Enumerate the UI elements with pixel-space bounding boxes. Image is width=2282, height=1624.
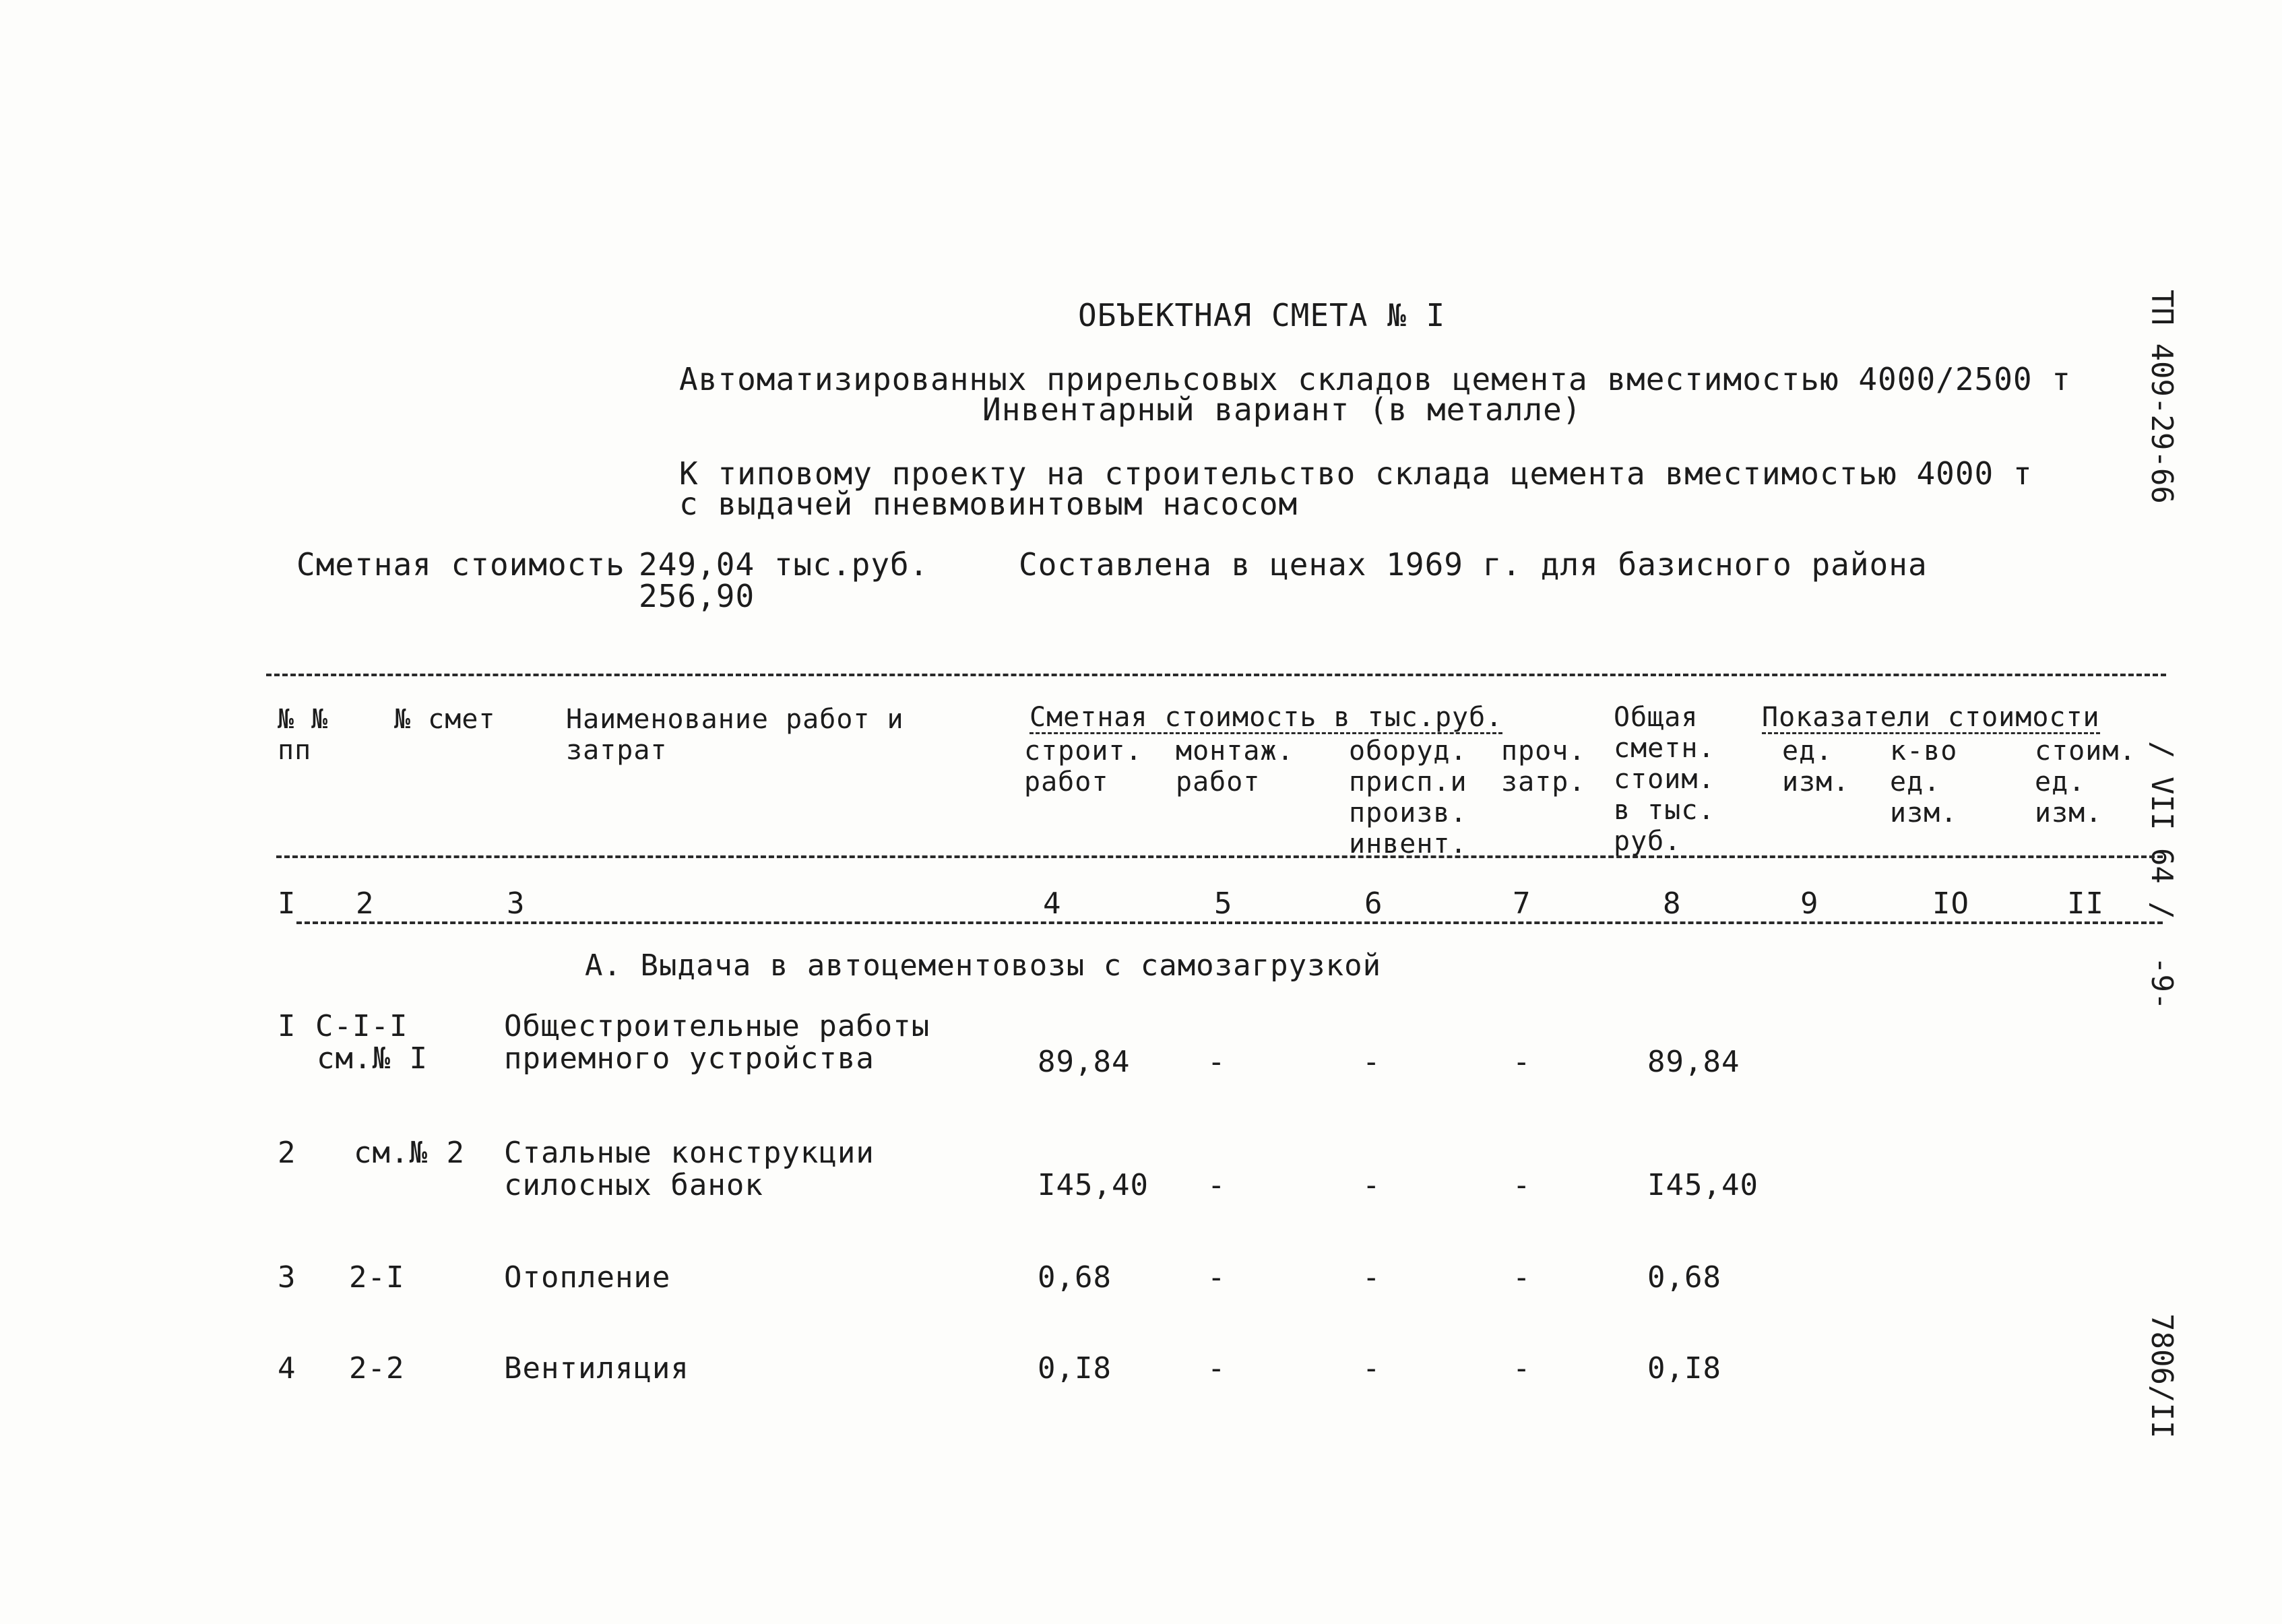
row-cost-installation: - xyxy=(1207,1351,1226,1386)
row-cost-construction: 0,I8 xyxy=(1038,1351,1112,1386)
colnum-8: 8 xyxy=(1663,886,1682,921)
colnum-9: 9 xyxy=(1800,886,1819,921)
row-code: 2-2 xyxy=(349,1351,405,1386)
header-col-4: строит. работ xyxy=(1024,736,1143,798)
table-header-bottom-rule xyxy=(276,855,2163,858)
row-name-1: Вентиляция xyxy=(504,1351,689,1386)
row-cost-other: - xyxy=(1513,1168,1531,1202)
project-line-2: с выдачей пневмовинтовым насосом xyxy=(679,486,1298,522)
row-num: 2 xyxy=(278,1136,296,1170)
row-cost-other: - xyxy=(1513,1260,1531,1295)
colnum-1: I xyxy=(278,886,296,921)
row-cost-construction: 0,68 xyxy=(1038,1260,1112,1295)
row-cost-total: 0,68 xyxy=(1647,1260,1721,1295)
row-name-2: приемного устройства xyxy=(504,1041,875,1076)
header-col-9: ед. изм. xyxy=(1782,736,1850,798)
header-col-2: № смет xyxy=(394,704,496,735)
cost-label: Сметная стоимость xyxy=(296,546,625,583)
header-col-5: монтаж. работ xyxy=(1176,736,1294,798)
colnum-6: 6 xyxy=(1364,886,1383,921)
header-col-6: оборуд. присп.и произв. инвент. xyxy=(1349,736,1467,859)
header-col-10: к-во ед. изм. xyxy=(1890,736,1958,829)
page-ref-side-label: / VII 64 / xyxy=(2145,741,2179,919)
cost-value-1: 249,04 тыс.руб. xyxy=(639,546,929,583)
row-cost-total: 89,84 xyxy=(1647,1045,1740,1079)
page-number-side-label: -9- xyxy=(2145,956,2179,1010)
row-cost-installation: - xyxy=(1207,1045,1226,1079)
colnum-5: 5 xyxy=(1214,886,1233,921)
row-cost-other: - xyxy=(1513,1351,1531,1386)
colnum-10: IO xyxy=(1932,886,1969,921)
header-col-7: проч. затр. xyxy=(1501,736,1586,798)
cost-value-2: 256,90 xyxy=(639,578,755,614)
row-cost-installation: - xyxy=(1207,1168,1226,1202)
row-cost-installation: - xyxy=(1207,1260,1226,1295)
subtitle-line-2: Инвентарный вариант (в металле) xyxy=(982,391,1582,428)
header-col-1: № № пп xyxy=(278,704,329,766)
project-line-1: К типовому проекту на строительство склада цемента вместимостью 4000 т xyxy=(679,455,2033,492)
project-code-side-label: ТП 409-29-66 xyxy=(2145,290,2179,504)
header-col-8: Общая сметн. стоим. в тыс. руб. xyxy=(1614,702,1715,857)
row-cost-construction: I45,40 xyxy=(1038,1168,1149,1202)
row-code: 2-I xyxy=(349,1260,405,1295)
colnum-11: II xyxy=(2067,886,2104,921)
header-group-indicators: Показатели стоимости xyxy=(1762,702,2100,733)
section-title: А. Выдача в автоцементовозы с самозагрузкой xyxy=(585,948,1382,983)
header-group-cost: Сметная стоимость в тыс.руб. xyxy=(1029,702,1503,733)
table-top-rule xyxy=(266,674,2166,676)
header-col-3: Наименование работ и затрат xyxy=(566,704,904,766)
page-title: ОБЪЕКТНАЯ СМЕТА № I xyxy=(1078,297,1446,333)
row-cost-other: - xyxy=(1513,1045,1531,1079)
colnum-3: 3 xyxy=(507,886,526,921)
row-num: I xyxy=(278,1009,296,1043)
row-name-2: силосных банок xyxy=(504,1168,763,1202)
colnum-2: 2 xyxy=(356,886,375,921)
row-code: С-I-I xyxy=(315,1009,408,1043)
row-code-2: см.№ I xyxy=(317,1041,428,1076)
row-cost-construction: 89,84 xyxy=(1038,1045,1131,1079)
colnum-rule xyxy=(296,921,2163,924)
row-num: 3 xyxy=(278,1260,296,1295)
colnum-7: 7 xyxy=(1513,886,1531,921)
row-num: 4 xyxy=(278,1351,296,1386)
row-code: см.№ 2 xyxy=(354,1136,465,1170)
sheet-code-side-label: 7806/II xyxy=(2145,1313,2179,1439)
row-name-1: Общестроительные работы xyxy=(504,1009,930,1043)
row-cost-equipment: - xyxy=(1362,1351,1381,1386)
prices-note: Составлена в ценах 1969 г. для базисного района xyxy=(1019,546,1928,583)
subtitle-line-1: Автоматизированных прирельсовых складов цемента вместимостью 4000/2500 т xyxy=(679,361,2071,397)
row-name-1: Отопление xyxy=(504,1260,671,1295)
row-cost-total: 0,I8 xyxy=(1647,1351,1721,1386)
header-col-11: стоим. ед. изм. xyxy=(2035,736,2136,829)
row-cost-equipment: - xyxy=(1362,1045,1381,1079)
row-cost-equipment: - xyxy=(1362,1260,1381,1295)
row-cost-equipment: - xyxy=(1362,1168,1381,1202)
row-cost-total: I45,40 xyxy=(1647,1168,1758,1202)
colnum-4: 4 xyxy=(1043,886,1062,921)
row-name-1: Стальные конструкции xyxy=(504,1136,875,1170)
